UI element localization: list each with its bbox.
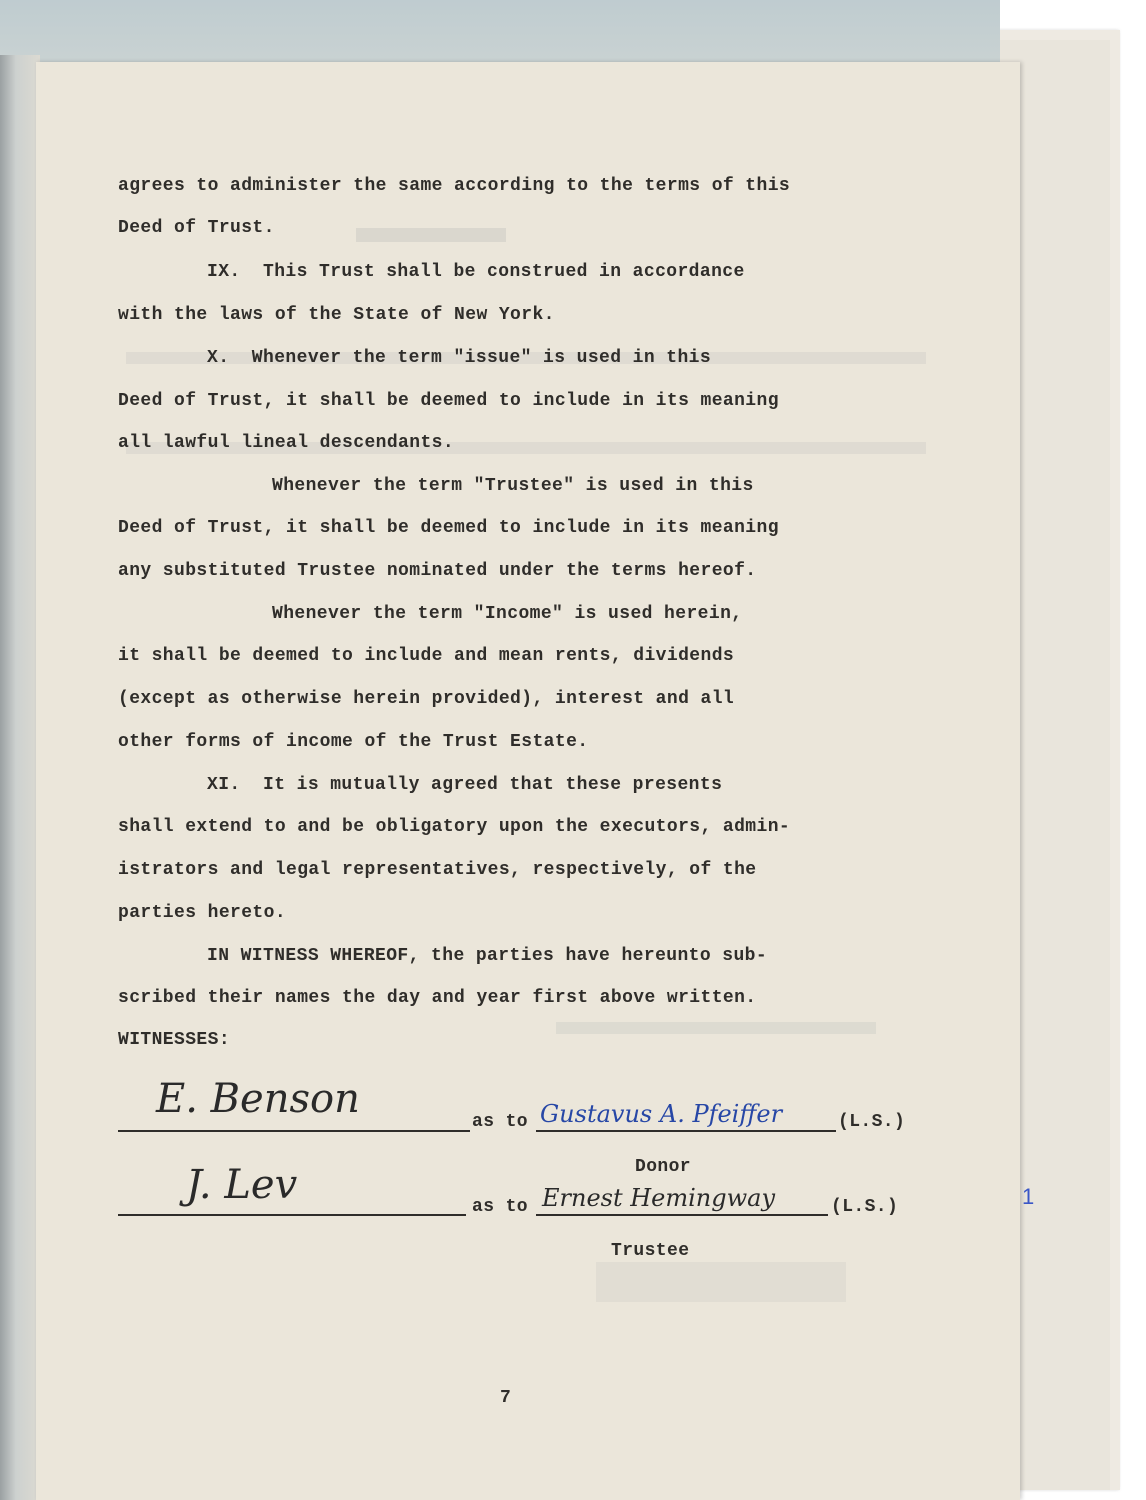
page-number: 7	[500, 1388, 511, 1408]
text-line: scribed their names the day and year first above written.	[118, 988, 757, 1008]
trustee-signature-line	[536, 1214, 828, 1216]
donor-label: Donor	[635, 1157, 692, 1177]
text-line: shall extend to and be obligatory upon the executors, admin-	[118, 817, 791, 837]
as-to-label: as to	[472, 1112, 529, 1132]
ls-label: (L.S.)	[838, 1112, 906, 1132]
ls-label: (L.S.)	[831, 1197, 899, 1217]
text-line: IX. This Trust shall be construed in accordance	[207, 262, 745, 282]
text-line: Deed of Trust.	[118, 218, 275, 238]
text-line: Whenever the term "Income" is used herein,	[272, 604, 743, 624]
text-line: XI. It is mutually agreed that these presents	[207, 775, 723, 795]
donor-signature-line	[536, 1130, 836, 1132]
witnesses-heading: WITNESSES:	[118, 1030, 231, 1050]
text-line: all lawful lineal descendants.	[118, 433, 455, 453]
margin-mark: 1	[1022, 1184, 1035, 1209]
text-line: (except as otherwise herein provided), interest and all	[118, 689, 735, 709]
text-line: parties hereto.	[118, 903, 287, 923]
text-line: Deed of Trust, it shall be deemed to include in its meaning	[118, 391, 779, 411]
text-line: any substituted Trustee nominated under the terms hereof.	[118, 561, 757, 581]
text-line: with the laws of the State of New York.	[118, 305, 555, 325]
witness-signature-line	[118, 1214, 466, 1216]
show-through	[356, 228, 506, 242]
text-line: Whenever the term "Trustee" is used in this	[272, 476, 754, 496]
as-to-label: as to	[472, 1197, 529, 1217]
binding-edge	[0, 55, 40, 1500]
witness-2-signature: J. Lev	[186, 1162, 298, 1208]
witness-1-signature: E. Benson	[156, 1076, 360, 1122]
show-through	[556, 1022, 876, 1034]
text-line: X. Whenever the term "issue" is used in this	[207, 348, 712, 368]
donor-signature: Gustavus A. Pfeiffer	[540, 1100, 783, 1128]
trustee-signature: Ernest Hemingway	[542, 1184, 776, 1212]
trustee-label: Trustee	[611, 1241, 690, 1261]
text-line: Deed of Trust, it shall be deemed to include in its meaning	[118, 518, 779, 538]
witness-signature-line	[118, 1130, 470, 1132]
text-line: IN WITNESS WHEREOF, the parties have hereunto sub-	[207, 946, 768, 966]
document-page	[36, 62, 1020, 1500]
top-cover-strip	[0, 0, 1000, 62]
text-line: istrators and legal representatives, respectively, of the	[118, 860, 757, 880]
text-line: other forms of income of the Trust Estate.	[118, 732, 589, 752]
text-line: it shall be deemed to include and mean rents, dividends	[118, 646, 735, 666]
text-line: agrees to administer the same according to the terms of this	[118, 176, 791, 196]
show-through	[596, 1262, 846, 1302]
